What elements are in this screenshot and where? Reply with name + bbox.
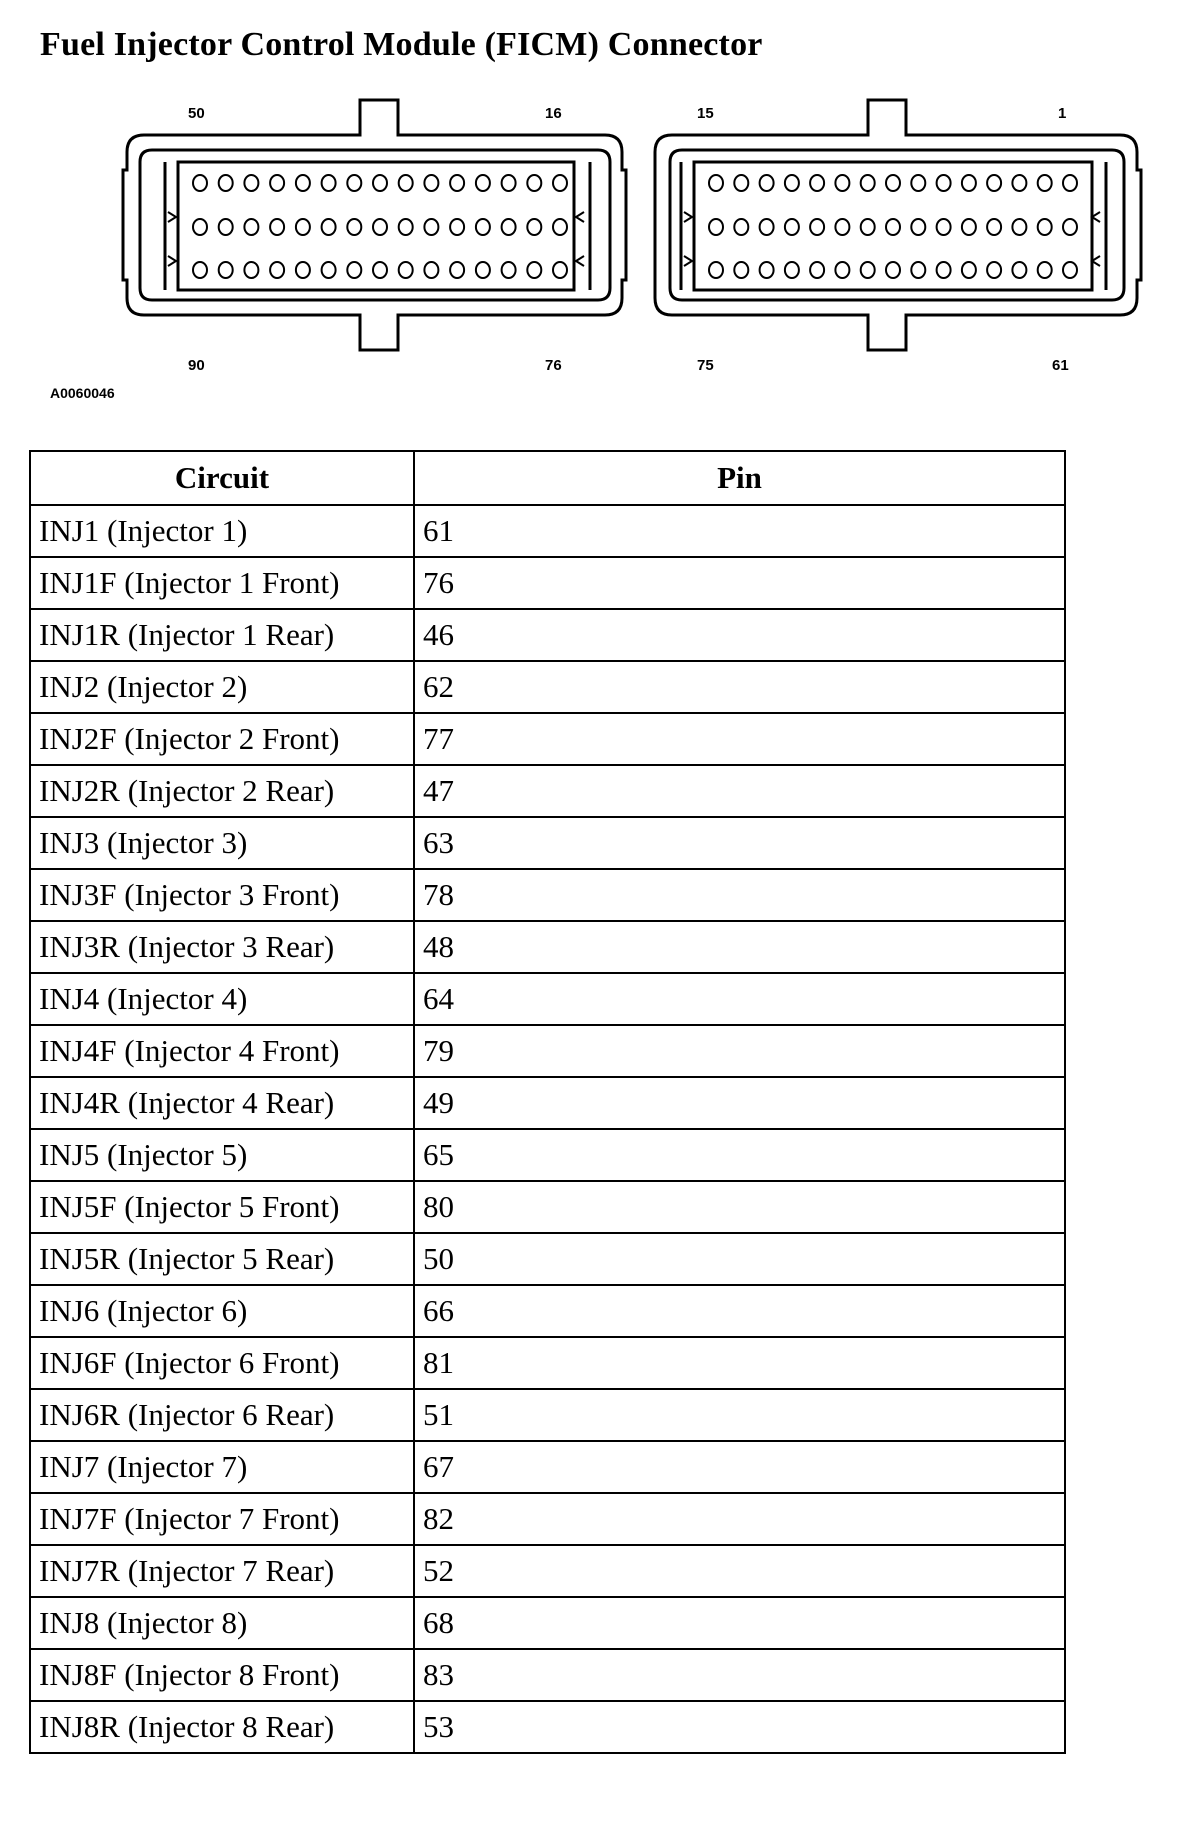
pin-hole: [424, 262, 438, 278]
pin-hole: [296, 219, 310, 235]
circuit-cell: INJ1R (Injector 1 Rear): [30, 609, 414, 661]
pin-hole: [347, 262, 361, 278]
table-row: [30, 1285, 1065, 1337]
table-row: [30, 1493, 1065, 1545]
pin-hole: [886, 219, 900, 235]
pin-hole: [987, 219, 1001, 235]
pin-cell: 83: [414, 1649, 1065, 1701]
pin-hole: [911, 262, 925, 278]
table-row: [30, 1129, 1065, 1181]
table-row: [30, 609, 1065, 661]
pin-hole: [1012, 219, 1026, 235]
table-row: [30, 973, 1065, 1025]
pin-hole: [502, 219, 516, 235]
pin-hole: [219, 262, 233, 278]
circuit-cell: INJ8 (Injector 8): [30, 1597, 414, 1649]
pin-hole: [937, 262, 951, 278]
pin-hole: [861, 219, 875, 235]
circuit-cell: INJ1 (Injector 1): [30, 505, 414, 557]
pin-cell: 53: [414, 1701, 1065, 1753]
table-row: [30, 1701, 1065, 1753]
pin-hole: [1063, 262, 1077, 278]
pin-hole: [270, 262, 284, 278]
pin-cell: 51: [414, 1389, 1065, 1441]
pin-hole: [322, 219, 336, 235]
pin-hole: [709, 175, 723, 191]
pin-hole: [527, 175, 541, 191]
pin-hole: [450, 262, 464, 278]
pin-cell: 52: [414, 1545, 1065, 1597]
circuit-cell: INJ3 (Injector 3): [30, 817, 414, 869]
table-row: [30, 1337, 1065, 1389]
circuit-cell: INJ1F (Injector 1 Front): [30, 557, 414, 609]
pin-hole: [193, 262, 207, 278]
pin-hole: [886, 262, 900, 278]
pin-cell: 82: [414, 1493, 1065, 1545]
pin-hole: [937, 175, 951, 191]
pin-hole: [527, 219, 541, 235]
pin-cell: 48: [414, 921, 1065, 973]
pin-hole: [785, 219, 799, 235]
pin-hole: [399, 219, 413, 235]
pin-cell: 78: [414, 869, 1065, 921]
circuit-cell: INJ8F (Injector 8 Front): [30, 1649, 414, 1701]
pin-hole: [760, 175, 774, 191]
pin-hole: [527, 262, 541, 278]
circuit-pin-table: [29, 450, 1066, 1754]
figure-id: A0060046: [50, 385, 115, 401]
pin-hole: [244, 175, 258, 191]
table-row: [30, 713, 1065, 765]
pin-hole: [1038, 262, 1052, 278]
circuit-cell: INJ6R (Injector 6 Rear): [30, 1389, 414, 1441]
pin-hole: [244, 219, 258, 235]
pin-cell: 64: [414, 973, 1065, 1025]
pin-hole: [810, 262, 824, 278]
pin-hole: [911, 219, 925, 235]
table-row: [30, 1597, 1065, 1649]
pin-hole: [709, 219, 723, 235]
pin-hole: [734, 175, 748, 191]
pin-hole: [861, 175, 875, 191]
pin-hole: [476, 262, 490, 278]
pin-hole: [987, 262, 1001, 278]
circuit-cell: INJ6 (Injector 6): [30, 1285, 414, 1337]
pin-hole: [424, 175, 438, 191]
pin-hole: [450, 175, 464, 191]
pin-hole: [1038, 175, 1052, 191]
pin-hole: [1012, 175, 1026, 191]
circuit-cell: INJ6F (Injector 6 Front): [30, 1337, 414, 1389]
label-pin-76: 76: [545, 357, 562, 374]
pin-cell: 66: [414, 1285, 1065, 1337]
label-pin-90: 90: [188, 357, 205, 374]
label-pin-50: 50: [188, 105, 205, 122]
pin-hole: [861, 262, 875, 278]
circuit-cell: INJ2 (Injector 2): [30, 661, 414, 713]
pin-hole: [911, 175, 925, 191]
pin-hole: [476, 175, 490, 191]
column-header-circuit: Circuit: [30, 451, 414, 505]
pin-hole: [296, 175, 310, 191]
circuit-cell: INJ7F (Injector 7 Front): [30, 1493, 414, 1545]
pin-cell: 47: [414, 765, 1065, 817]
connector-diagram: [0, 90, 1200, 420]
pin-cell: 80: [414, 1181, 1065, 1233]
pin-hole: [219, 219, 233, 235]
table-row: [30, 1441, 1065, 1493]
pin-hole: [1012, 262, 1026, 278]
table-row: [30, 505, 1065, 557]
pin-hole: [734, 219, 748, 235]
pin-hole: [709, 262, 723, 278]
pin-hole: [835, 175, 849, 191]
table-row: [30, 557, 1065, 609]
pin-cell: 46: [414, 609, 1065, 661]
pin-hole: [476, 219, 490, 235]
pin-hole: [373, 262, 387, 278]
pin-hole: [270, 219, 284, 235]
pin-cell: 81: [414, 1337, 1065, 1389]
pin-hole: [937, 219, 951, 235]
pin-hole: [373, 219, 387, 235]
pin-hole: [296, 262, 310, 278]
pin-cell: 65: [414, 1129, 1065, 1181]
pin-hole: [886, 175, 900, 191]
page-title: Fuel Injector Control Module (FICM) Connector: [40, 26, 763, 63]
pin-cell: 62: [414, 661, 1065, 713]
pin-hole: [347, 219, 361, 235]
circuit-cell: INJ8R (Injector 8 Rear): [30, 1701, 414, 1753]
pin-hole: [810, 175, 824, 191]
pin-hole: [1038, 219, 1052, 235]
pin-hole: [553, 262, 567, 278]
table-row: [30, 1389, 1065, 1441]
pin-hole: [450, 219, 464, 235]
pin-cell: 68: [414, 1597, 1065, 1649]
pin-hole: [785, 262, 799, 278]
circuit-cell: INJ5R (Injector 5 Rear): [30, 1233, 414, 1285]
circuit-cell: INJ3R (Injector 3 Rear): [30, 921, 414, 973]
pin-cell: 49: [414, 1077, 1065, 1129]
pin-cell: 63: [414, 817, 1065, 869]
table-row: [30, 1545, 1065, 1597]
label-pin-75: 75: [697, 357, 714, 374]
pin-hole: [270, 175, 284, 191]
pin-hole: [193, 219, 207, 235]
pin-hole: [760, 262, 774, 278]
pin-hole: [322, 175, 336, 191]
label-pin-61: 61: [1052, 357, 1069, 374]
pin-hole: [962, 219, 976, 235]
circuit-cell: INJ4R (Injector 4 Rear): [30, 1077, 414, 1129]
pin-cell: 61: [414, 505, 1065, 557]
pin-hole: [734, 262, 748, 278]
pin-cell: 50: [414, 1233, 1065, 1285]
pin-cell: 77: [414, 713, 1065, 765]
pin-hole: [322, 262, 336, 278]
table-row: [30, 1649, 1065, 1701]
pin-cell: 76: [414, 557, 1065, 609]
pin-hole: [553, 175, 567, 191]
circuit-cell: INJ2F (Injector 2 Front): [30, 713, 414, 765]
pin-hole: [193, 175, 207, 191]
pin-hole: [347, 175, 361, 191]
table-row: [30, 921, 1065, 973]
table-row: [30, 765, 1065, 817]
pin-hole: [502, 262, 516, 278]
pin-cell: 79: [414, 1025, 1065, 1077]
circuit-cell: INJ7 (Injector 7): [30, 1441, 414, 1493]
pin-cell: 67: [414, 1441, 1065, 1493]
circuit-cell: INJ5F (Injector 5 Front): [30, 1181, 414, 1233]
pin-hole: [1063, 219, 1077, 235]
table-row: [30, 1077, 1065, 1129]
pin-hole: [553, 219, 567, 235]
circuit-cell: INJ4 (Injector 4): [30, 973, 414, 1025]
table-row: [30, 869, 1065, 921]
table-row: [30, 661, 1065, 713]
label-pin-1: 1: [1058, 105, 1067, 122]
circuit-cell: INJ4F (Injector 4 Front): [30, 1025, 414, 1077]
circuit-cell: INJ3F (Injector 3 Front): [30, 869, 414, 921]
pin-hole: [785, 175, 799, 191]
pin-hole: [1063, 175, 1077, 191]
table-header-row: [30, 451, 1065, 505]
label-pin-15: 15: [697, 105, 714, 122]
column-header-pin: Pin: [414, 451, 1065, 505]
pin-hole: [835, 262, 849, 278]
pin-hole: [399, 262, 413, 278]
pin-hole: [810, 219, 824, 235]
table-row: [30, 1181, 1065, 1233]
table-row: [30, 1233, 1065, 1285]
pin-hole: [424, 219, 438, 235]
circuit-cell: INJ5 (Injector 5): [30, 1129, 414, 1181]
pin-hole: [962, 175, 976, 191]
pin-hole: [987, 175, 1001, 191]
table-row: [30, 1025, 1065, 1077]
pin-hole: [502, 175, 516, 191]
pin-hole: [219, 175, 233, 191]
pin-hole: [962, 262, 976, 278]
label-pin-16: 16: [545, 105, 562, 122]
circuit-cell: INJ2R (Injector 2 Rear): [30, 765, 414, 817]
table-row: [30, 817, 1065, 869]
pin-hole: [399, 175, 413, 191]
circuit-cell: INJ7R (Injector 7 Rear): [30, 1545, 414, 1597]
pin-hole: [760, 219, 774, 235]
pin-hole: [835, 219, 849, 235]
pin-hole: [244, 262, 258, 278]
pin-hole: [373, 175, 387, 191]
